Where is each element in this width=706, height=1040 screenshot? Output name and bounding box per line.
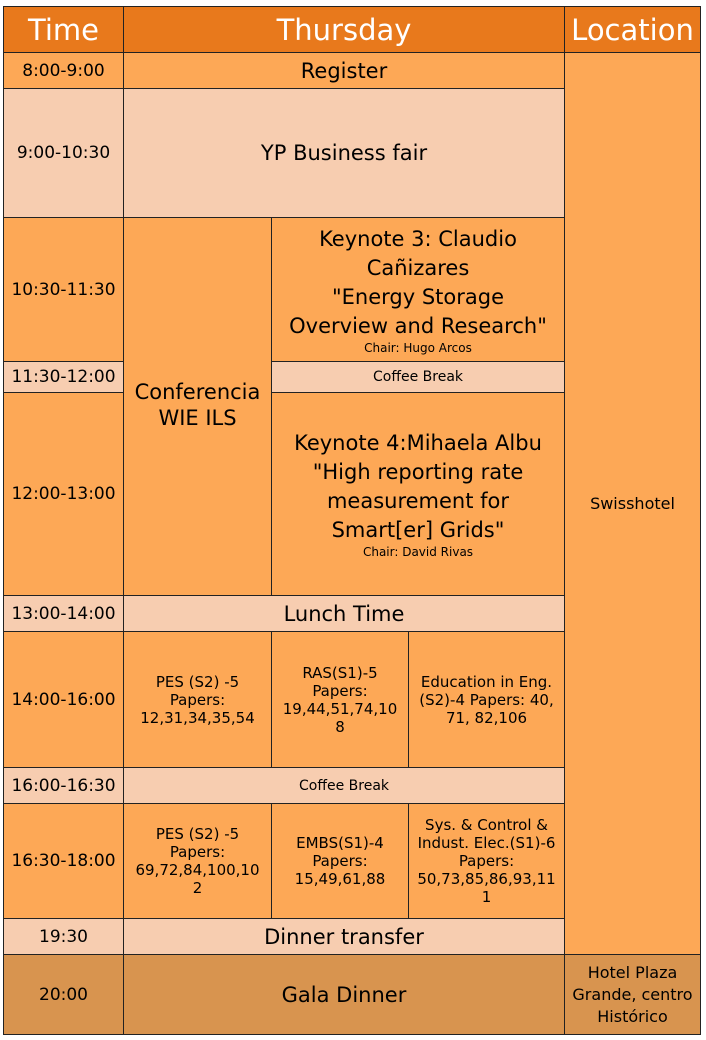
event-label: WIE ILS (158, 405, 237, 430)
header-day (123, 6, 565, 53)
keynote-title: measurement for (326, 489, 510, 513)
session-line: Papers: (312, 852, 368, 870)
session-line: PES (S2) -5 (155, 825, 240, 843)
time-label: 16:30-18:00 (11, 851, 116, 871)
header-time-label: Time (28, 12, 99, 47)
time-label: 8:00-9:00 (22, 60, 105, 81)
session-line: 69,72,84,100,102 (135, 861, 260, 897)
event-keynote-4 (271, 392, 565, 596)
event-label: Dinner transfer (264, 924, 424, 949)
keynote-title: Keynote 4:Mihaela Albu (294, 431, 542, 455)
keynote-chair: Chair: Hugo Arcos (364, 340, 472, 355)
event-gala-dinner (123, 954, 565, 1035)
session-line: 15,49,61,88 (294, 870, 386, 888)
event-keynote-3 (271, 217, 565, 362)
session-line: Papers: (312, 681, 368, 700)
time-label: 10:30-11:30 (11, 279, 116, 300)
event-label: Lunch Time (283, 601, 405, 626)
session-line: Papers: (458, 852, 515, 870)
time-slot (3, 954, 124, 1035)
location-label: Grande, centro (572, 984, 693, 1004)
event-label: Coffee Break (372, 369, 463, 385)
session-line: Education in Eng. (420, 672, 553, 691)
keynote-title: Keynote 3: Claudio (319, 226, 517, 251)
time-label: 16:00-16:30 (11, 775, 116, 796)
session-sys-control (408, 803, 565, 919)
event-coffee-break-2 (123, 767, 565, 804)
keynote-title: Smart[er] Grids" (331, 518, 505, 542)
session-line: PES (S2) -5 (155, 672, 240, 691)
session-line: RAS(S1)-5 (302, 663, 378, 682)
event-lunch-time (123, 595, 565, 632)
session-line: Sys. & Control & (425, 816, 548, 834)
keynote-title: Overview and Research" (289, 313, 547, 338)
time-label: 9:00-10:30 (16, 143, 111, 163)
event-label: Conferencia (134, 379, 261, 404)
time-slot (3, 217, 124, 362)
session-embs (271, 803, 409, 919)
time-label: 14:00-16:00 (11, 689, 116, 710)
session-line: (S2)-4 Papers: 40, (419, 690, 554, 709)
event-coffee-break-1 (271, 361, 565, 393)
session-line: Papers: (169, 843, 226, 861)
location-hotel-plaza-grande (564, 954, 701, 1035)
event-label: Gala Dinner (281, 982, 407, 1007)
event-register (123, 52, 565, 89)
location-label: Swisshotel (590, 493, 675, 513)
session-line: Indust. Elec.(S1)-6 (417, 834, 556, 852)
keynote-title: "Energy Storage (331, 284, 505, 309)
session-line: 50,73,85,86,93,111 (417, 870, 556, 906)
time-label: 11:30-12:00 (11, 367, 116, 387)
event-conferencia-wie-ils (123, 217, 272, 596)
location-label: Histórico (597, 1006, 668, 1026)
location-label: Hotel Plaza (587, 962, 678, 982)
time-label: 13:00-14:00 (11, 603, 116, 624)
time-slot (3, 767, 124, 804)
session-line: EMBS(S1)-4 (296, 834, 384, 852)
header-time (3, 6, 124, 53)
time-slot (3, 631, 124, 768)
header-location (564, 6, 701, 53)
event-yp-business-fair (123, 88, 565, 218)
header-day-label: Thursday (276, 12, 412, 47)
session-line: 19,44,51,74,108 (282, 699, 398, 736)
time-slot (3, 88, 124, 218)
time-slot (3, 361, 124, 393)
session-pes-1 (123, 631, 272, 768)
session-line: 71, 82,106 (445, 708, 528, 727)
time-slot (3, 52, 124, 89)
event-dinner-transfer (123, 918, 565, 955)
session-line: 12,31,34,35,54 (140, 708, 255, 727)
session-line: Papers: (169, 690, 226, 709)
event-label: Coffee Break (298, 777, 389, 794)
keynote-title: Cañizares (366, 255, 470, 280)
time-label: 19:30 (39, 926, 88, 947)
time-slot (3, 392, 124, 596)
time-slot (3, 803, 124, 919)
session-ras (271, 631, 409, 768)
keynote-chair: Chair: David Rivas (362, 545, 474, 559)
session-education (408, 631, 565, 768)
time-slot (3, 918, 124, 955)
time-slot (3, 595, 124, 632)
location-swisshotel (564, 52, 701, 955)
keynote-title: "High reporting rate (312, 460, 524, 484)
time-label: 20:00 (39, 984, 88, 1005)
time-label: 12:00-13:00 (11, 484, 116, 504)
event-label: YP Business fair (260, 141, 428, 165)
header-location-label: Location (571, 12, 694, 47)
event-label: Register (300, 58, 388, 83)
session-pes-2 (123, 803, 272, 919)
